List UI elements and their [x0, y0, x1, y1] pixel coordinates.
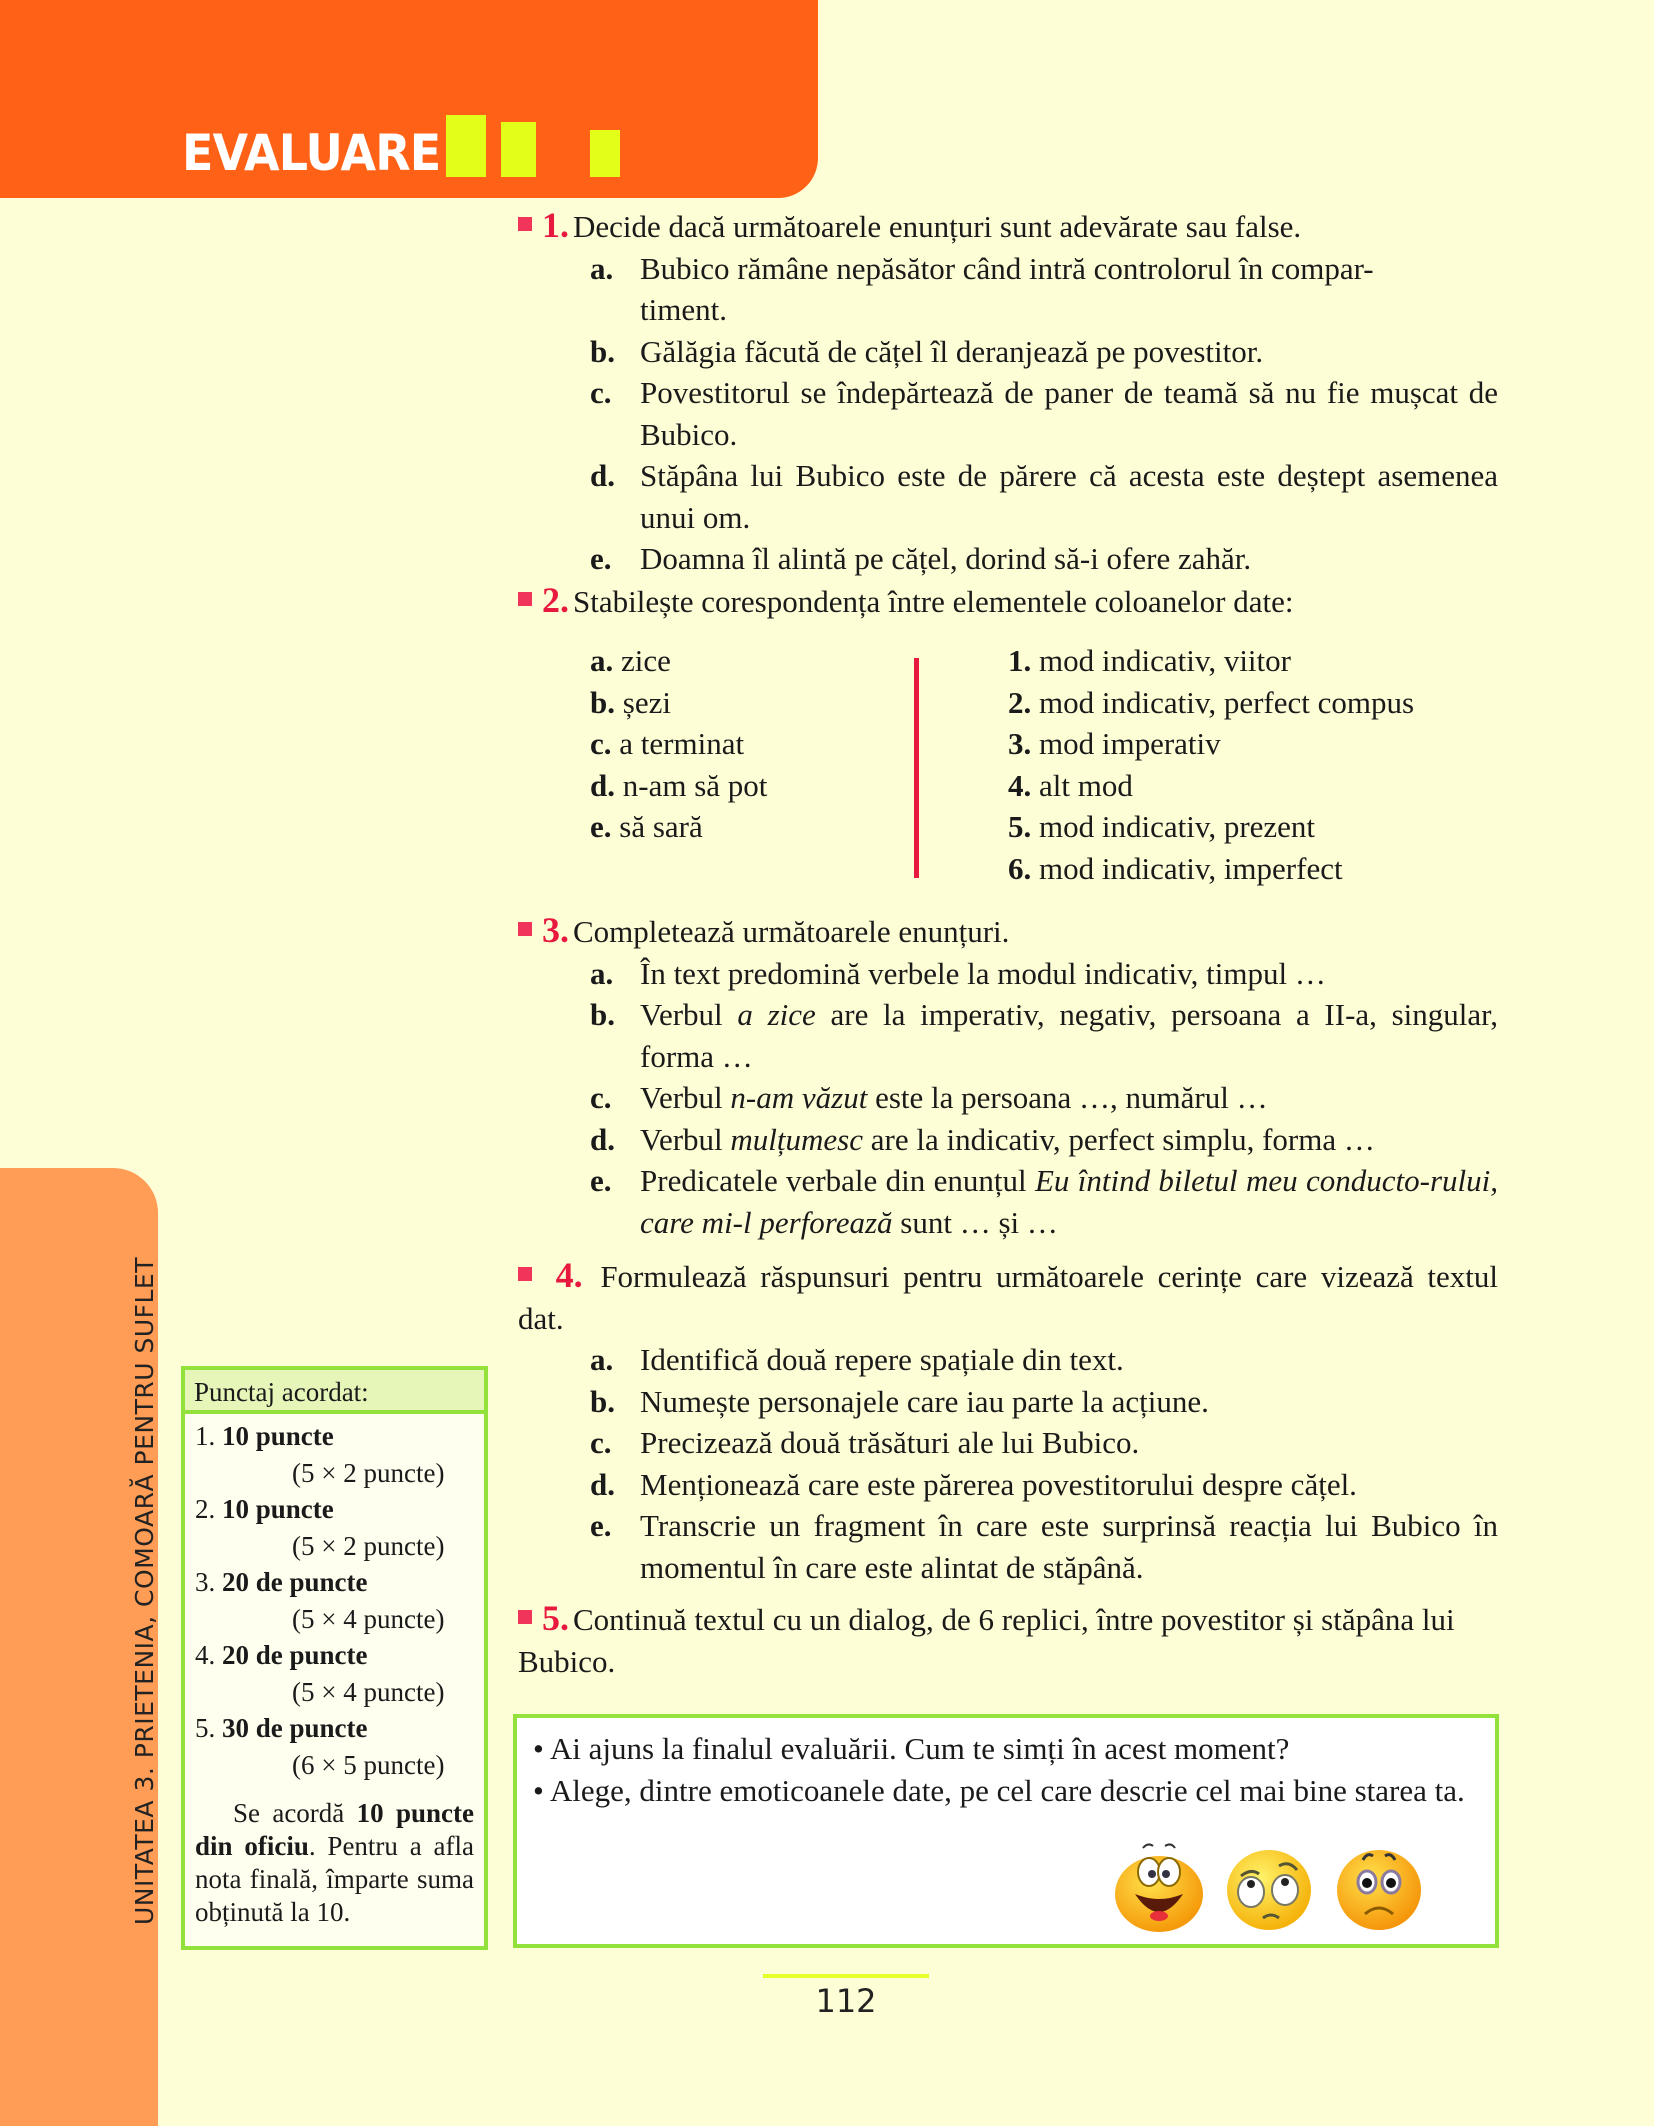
item-text: Povestitorul se îndepărtează de paner de teamă să nu fie mușcat de Bubico. [640, 375, 1498, 452]
item-text: Bubico rămâne nepăsător când intră controlorul în compar- timent. [640, 250, 1374, 327]
question-1 [518, 205, 1498, 248]
left-column [590, 640, 767, 848]
item-label: b. [590, 333, 615, 369]
score-box [181, 1366, 488, 1950]
question-4 [518, 1255, 1498, 1339]
score-box-title: Punctaj acordat: [185, 1370, 484, 1414]
score-detail: (5 × 4 puncte) [292, 1676, 445, 1707]
item-text: Gălăgia făcută de cățel îl deranjează pe povestitor. [640, 333, 1264, 369]
sad-emoji-icon[interactable] [1333, 1838, 1425, 1934]
left-item: b. șezi [590, 684, 671, 720]
list-item [590, 248, 1498, 331]
square-bullet-icon [518, 922, 532, 936]
question-number: 4. [555, 1255, 583, 1295]
item-label: a. [590, 250, 614, 286]
score-line: 1. 10 puncte [195, 1421, 334, 1451]
question-number: 2. [542, 579, 569, 620]
page-number: 112 [815, 1982, 877, 2020]
list-item: e. Transcrie un fragment în care este surprinsă reacția lui Bubico în momentul în care este alintat de stăpână. [590, 1508, 1498, 1585]
list-item: e. Predicatele verbale din enunțul Eu întind biletul meu conducto-rului, care mi-l perforează sunt … și … [590, 1163, 1498, 1240]
item-label: e. [590, 541, 612, 576]
left-item: a. zice [590, 643, 671, 678]
score-detail: (5 × 4 puncte) [292, 1603, 445, 1634]
score-detail: (5 × 2 puncte) [292, 1530, 445, 1561]
score-note: Se acordă 10 puncte din oficiu. Pentru a afla nota finală, împarte suma obținută la 10. [195, 1798, 475, 1927]
question-number: 5. [542, 1598, 569, 1638]
score-detail: (5 × 2 puncte) [292, 1457, 445, 1488]
right-item: 3. mod imperativ [1008, 726, 1221, 761]
square-bullet-icon [518, 1610, 532, 1624]
score-list [185, 1414, 484, 1933]
list-item: c. Precizează două trăsături ale lui Bubico. [590, 1425, 1140, 1460]
self-assessment-line-1: • Ai ajuns la finalul evaluării. Cum te simți în acest moment? [533, 1731, 1290, 1766]
right-item: 1. mod indicativ, viitor [1008, 643, 1291, 678]
left-item: c. a terminat [590, 726, 745, 761]
question-3 [518, 910, 1498, 953]
question-5 [518, 1598, 1498, 1682]
question-2 [518, 580, 1498, 623]
score-line: 5. 30 de puncte [195, 1713, 368, 1743]
right-item: 4. alt mod [1008, 767, 1133, 803]
list-item [590, 538, 1498, 580]
column-divider [914, 658, 919, 878]
left-item: d. n-am să pot [590, 767, 768, 803]
header-square-medium [501, 122, 536, 177]
score-line: 4. 20 de puncte [195, 1640, 368, 1670]
right-column [1008, 640, 1414, 889]
page-title: EVALUARE [182, 124, 441, 182]
question-prompt: Completează următoarele enunțuri. [573, 914, 1010, 949]
list-item: b. Numește personajele care iau parte la acțiune. [590, 1383, 1209, 1419]
list-item: b. Verbul a zice are la imperativ, negativ, persoana a II-a, singular, forma … [590, 997, 1498, 1074]
list-item: d. Menționează care este părerea povestitorului despre cățel. [590, 1466, 1357, 1502]
item-label: c. [590, 375, 612, 410]
question-prompt: Decide dacă următoarele enunțuri sunt adevărate sau false. [573, 209, 1302, 244]
question-number: 1. [542, 205, 569, 245]
list-item: a. Identifică două repere spațiale din text. [590, 1342, 1124, 1377]
list-item: c. Verbul n-am văzut este la persoana …, numărul … [590, 1080, 1268, 1115]
item-text: Doamna îl alintă pe cățel, dorind să-i ofere zahăr. [640, 541, 1252, 576]
page-number-rule [763, 1974, 929, 1978]
happy-emoji-icon[interactable] [1113, 1838, 1205, 1934]
thinking-emoji-icon[interactable] [1223, 1838, 1315, 1934]
score-line: 3. 20 de puncte [195, 1567, 368, 1597]
question-number: 3. [542, 910, 569, 950]
list-item: a. În text predomină verbele la modul indicativ, timpul … [590, 955, 1326, 991]
left-item: e. să sară [590, 809, 703, 844]
question-prompt: Formulează răspunsuri pentru următoarele cerințe care vizează textul dat. [518, 1259, 1499, 1336]
emoji-choices [1113, 1838, 1425, 1934]
matching-columns [518, 640, 1498, 910]
square-bullet-icon [518, 592, 532, 606]
list-item: d. Verbul mulțumesc are la indicativ, perfect simplu, forma … [590, 1121, 1375, 1157]
question-1-items [590, 248, 1498, 580]
self-assessment-line-2: • Alege, dintre emoticoanele date, pe cel care descrie cel mai bine starea ta. [533, 1773, 1465, 1808]
item-label: d. [590, 458, 615, 493]
question-3-items [590, 953, 1498, 1244]
list-item [590, 372, 1498, 455]
header-square-small [590, 130, 620, 177]
list-item [590, 331, 1498, 373]
unit-title: UNITATEA 3. PRIETENIA, COMOARĂ PENTRU SUFLET [130, 1257, 159, 1925]
exercises [518, 205, 1498, 1682]
question-4-items [590, 1339, 1498, 1588]
item-text: Stăpâna lui Bubico este de părere că acesta este deștept asemenea unui om. [640, 458, 1498, 535]
score-line: 2. 10 puncte [195, 1494, 334, 1524]
score-detail: (6 × 5 puncte) [292, 1749, 445, 1780]
square-bullet-icon [518, 217, 532, 231]
square-bullet-icon [518, 1267, 532, 1281]
list-item [590, 455, 1498, 538]
question-prompt: Continuă textul cu un dialog, de 6 replici, între povestitor și stăpâna lui Bubico. [518, 1602, 1455, 1679]
question-prompt: Stabilește corespondența între elementele coloanelor date: [573, 583, 1294, 619]
right-item: 5. mod indicativ, prezent [1008, 809, 1316, 844]
self-assessment-box [513, 1714, 1499, 1948]
right-item: 2. mod indicativ, perfect compus [1008, 684, 1415, 720]
right-item: 6. mod indicativ, imperfect [1008, 850, 1343, 886]
header-square-large [446, 115, 486, 177]
